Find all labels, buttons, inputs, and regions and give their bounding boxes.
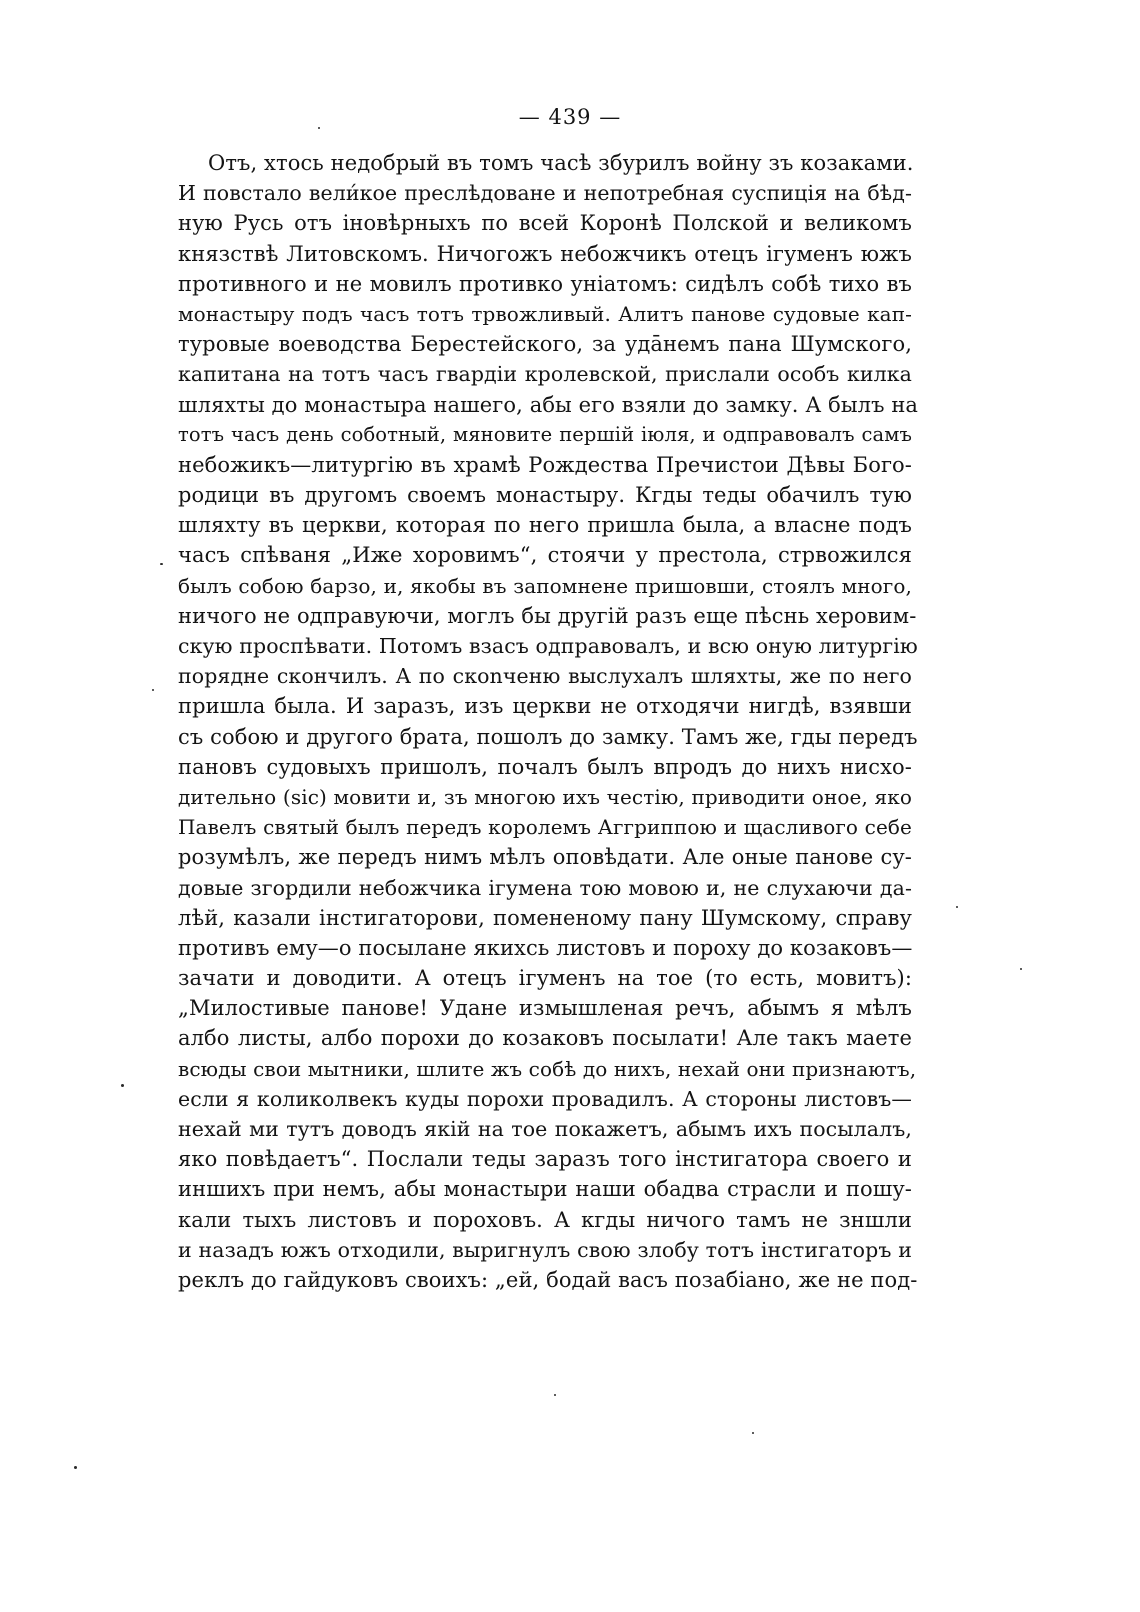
scan-speck xyxy=(318,127,320,129)
text-line: шляхту въ церкви, которая по него пришла была, а власне подъ xyxy=(178,513,912,538)
text-line: скую проспѣвати. Потомъ взасъ одправовалъ, и всю оную литургію xyxy=(178,634,918,658)
text-line: И повстало вели́кое преслѣдоване и непотребная суспиція на бѣд- xyxy=(178,181,912,206)
text-line: тотъ часъ день соботный, мяновите першій іюля, и одправовалъ самъ xyxy=(178,422,912,446)
text-line: иншихъ при немъ, абы монастыри наши обадва страсли и пошу- xyxy=(178,1177,912,1202)
text-line: туровые воеводства Берестейского, за уда̄немъ пана Шумского, xyxy=(178,332,912,357)
text-line: если я коликолвекъ куды порохи провадилъ. А стороны листовъ— xyxy=(178,1086,912,1111)
text-line: капитана на тотъ часъ гвардіи кролевской, прислали особъ килка xyxy=(178,362,912,387)
text-line: дительно (sic) мовити и, зъ многою ихъ честію, приводити оное, яко xyxy=(178,784,912,809)
text-line: реклъ до гайдуковъ своихъ: „ей, бодай васъ позабіано, же не под- xyxy=(178,1267,918,1292)
text-line: и назадъ южъ отходили, выригнулъ свою злобу тотъ інстигаторъ и xyxy=(178,1237,912,1262)
text-line: съ собою и другого брата, пошолъ до замку. Тамъ же, гды передъ xyxy=(178,724,918,749)
scan-speck xyxy=(160,563,163,565)
scan-speck xyxy=(121,1084,124,1087)
text-line: нехай ми тутъ доводъ якій на тое покажетъ, абымъ ихъ посылалъ, xyxy=(178,1117,912,1141)
text-line: противного и не мовилъ противко уніатомъ: сидѣлъ собѣ тихо въ xyxy=(178,271,912,296)
body-text xyxy=(178,148,919,1295)
text-line: яко повѣдаетъ“. Послали теды заразъ того інстигатора своего и xyxy=(178,1147,912,1172)
text-line: шляхты до монастыра нашего, абы его взяли до замку. А былъ на xyxy=(178,392,919,417)
scan-speck xyxy=(74,1466,77,1469)
text-line: порядне скончилъ. А по скonченю выслухалъ шляхты, же по него xyxy=(178,664,912,689)
text-line: часъ спѣваня „Иже хоровимъ“, стоячи у престола, стрвожился xyxy=(178,543,912,568)
text-line: довые згордили небожчика ігумена тою мовою и, не слухаючи да- xyxy=(178,875,912,900)
page-number: — 439 — xyxy=(518,105,622,129)
text-line: розумѣлъ, же передъ нимъ мѣлъ оповѣдати. Але оные панове су- xyxy=(178,845,912,870)
scan-speck xyxy=(1020,968,1022,970)
scan-speck xyxy=(956,906,958,908)
text-line: былъ собою барзо, и, якобы въ запомнене пришовши, стоялъ много, xyxy=(178,573,912,598)
text-line: ничого не одправуючи, моглъ бы другій разъ еще пѣснь херовим- xyxy=(178,603,917,628)
text-line: монастыру подъ часъ тотъ трвожливый. Алитъ панове судовые кап- xyxy=(178,301,912,326)
text-line: кали тыхъ листовъ и пороховъ. А кгды ничого тамъ не зншли xyxy=(178,1207,912,1232)
text-line: пришла была. И заразъ, изъ церкви не отходячи нигдѣ, взявши xyxy=(178,694,912,719)
text-line: албо листы, албо порохи до козаковъ посылати! Але такъ маете xyxy=(178,1026,912,1051)
text-line: Павелъ святый былъ передъ королемъ Аггриппою и щасливого себе xyxy=(178,815,912,840)
text-line: ную Русь отъ іновѣрныхъ по всей Коронѣ Полской и великомъ xyxy=(178,211,912,236)
text-line: противъ ему—о посылане якихсь листовъ и пороху до козаковъ— xyxy=(178,935,913,960)
text-line: „Милостивые панове! Удане измышленая речъ, абымъ я мѣлъ xyxy=(178,996,912,1021)
text-line: Отъ, хтось недобрый въ томъ часѣ збурилъ войну зъ козаками. xyxy=(208,151,914,175)
text-line: князствѣ Литовскомъ. Ничогожъ небожчикъ отецъ ігуменъ южъ xyxy=(178,241,912,266)
text-line: пановъ судовыхъ пришолъ, почалъ былъ впродъ до нихъ нисхо- xyxy=(178,754,912,779)
scan-speck xyxy=(752,1432,754,1434)
text-line: всюды свои мытники, шлите жъ собѣ до нихъ, нехай они признаютъ, xyxy=(178,1056,917,1081)
text-line: небожикъ—литургію въ храмѣ Рождества Пречистои Дѣвы Бого- xyxy=(178,452,912,477)
scan-speck xyxy=(152,689,154,691)
text-line: лѣй, казали інстигаторови, помененому пану Шумскому, справу xyxy=(178,905,912,930)
scan-speck xyxy=(554,1394,556,1396)
text-line: зачати и доводити. А отецъ ігуменъ на тое (то есть, мовитъ): xyxy=(178,966,912,991)
text-line: родици въ другомъ своемъ монастыру. Кгды теды обачилъ тую xyxy=(178,483,912,508)
